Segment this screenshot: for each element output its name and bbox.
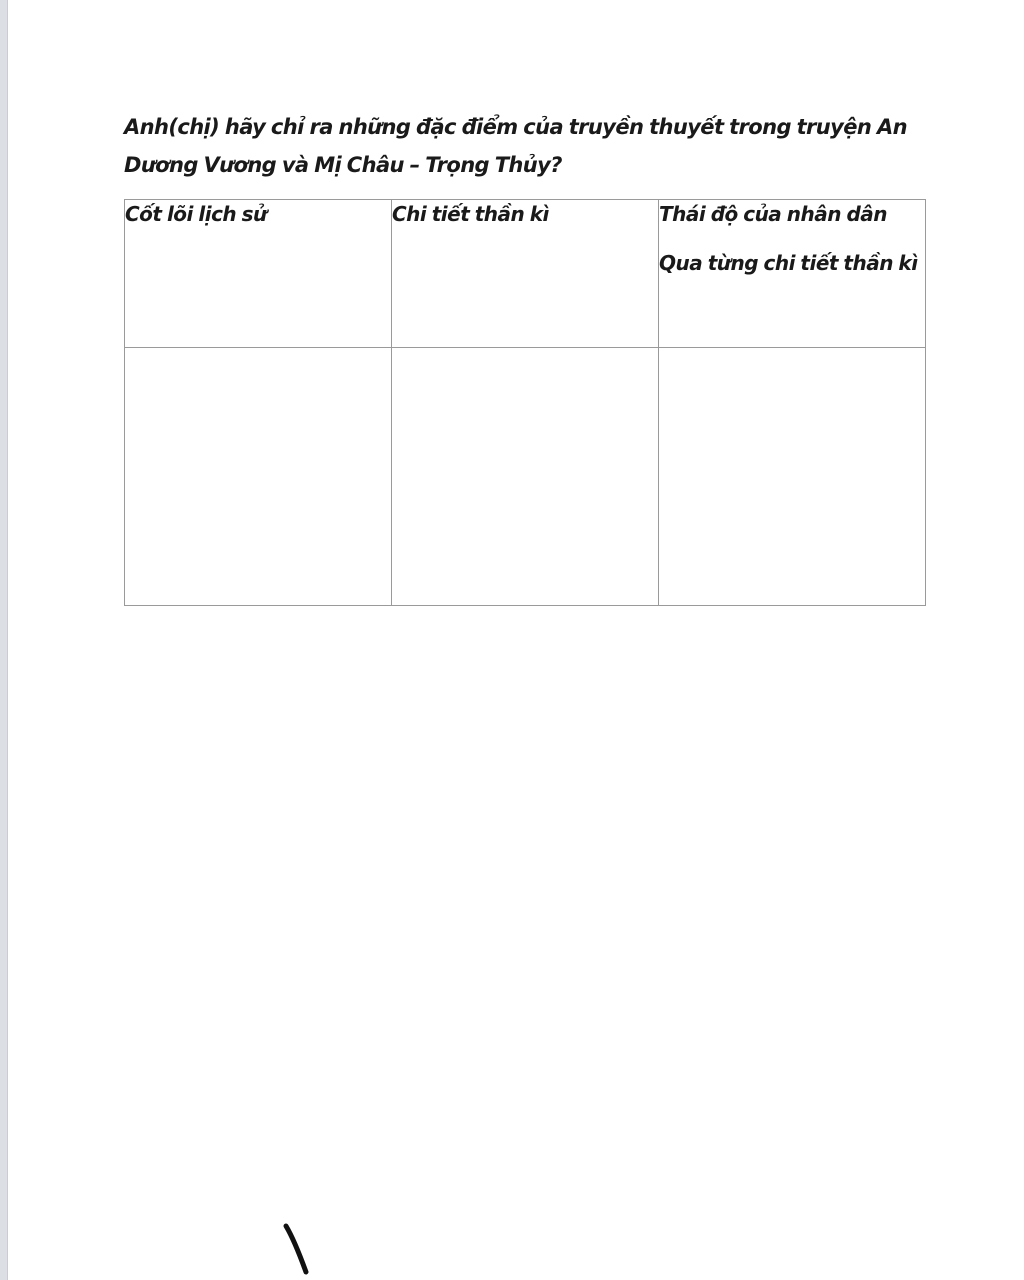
header-cell-magical-details — [392, 200, 659, 348]
table-cell-historical-core[interactable] — [125, 348, 392, 606]
pen-stroke-mark — [270, 1210, 340, 1280]
header-label: Thái độ của nhân dân — [659, 202, 887, 226]
table-cell-people-attitude[interactable] — [659, 348, 926, 606]
table-cell-magical-details[interactable] — [392, 348, 659, 606]
header-label: Chi tiết thần kì — [392, 202, 549, 226]
header-label: Cốt lõi lịch sử — [125, 202, 267, 226]
worksheet-table — [124, 199, 926, 606]
header-cell-historical-core — [125, 200, 392, 348]
question-text: Anh(chị) hãy chỉ ra những đặc điểm của truyền thuyết trong truyện An Dương Vương và Mị Châu – Trọng Thủy? — [124, 115, 907, 177]
header-cell-people-attitude — [659, 200, 926, 348]
page-left-edge — [0, 0, 8, 1280]
header-sublabel: Qua từng chi tiết thần kì — [659, 251, 918, 275]
table-row — [125, 348, 926, 606]
table-header-row — [125, 200, 926, 348]
